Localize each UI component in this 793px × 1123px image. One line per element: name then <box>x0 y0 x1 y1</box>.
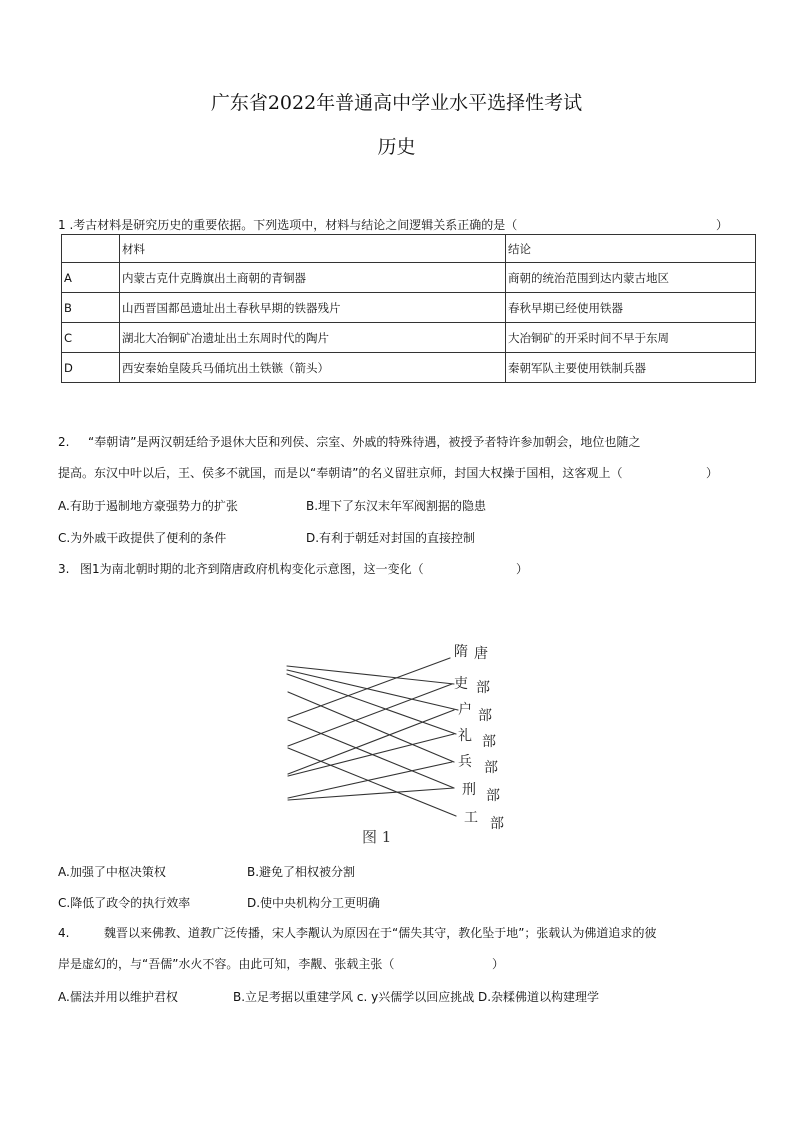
q4-stem-line2: 岸是虚幻的，与“吾儒”水火不容。由此可知，李觏、张载主张（ <box>58 957 395 971</box>
figure-label-bu: 部 <box>478 708 492 724</box>
figure-label-hu: 户 <box>458 702 472 718</box>
q4-stem-line1: 魏晋以来佛教、道教广泛传播，宋人李觏认为原因在于“儒失其守，教化坠于地”；张载认为佛道追求的彼 <box>104 926 657 940</box>
q4-paren-close: ） <box>492 957 505 971</box>
q2-number: 2. <box>58 435 70 449</box>
figure-label-tang: 唐 <box>474 646 488 662</box>
q3-option-c[interactable]: C.降低了政令的执行效率 <box>58 896 191 910</box>
table-header-cell <box>62 235 120 263</box>
hand-drawn-diagram <box>282 628 522 860</box>
q2-stem-line2: 提高。东汉中叶以后，王、侯多不就国，而是以“奉朝请”的名义留驻京师，封国大权操于国相，这客观上（ <box>58 466 623 480</box>
table-header-row <box>62 235 756 263</box>
q4-option-a[interactable]: A.儒法并用以维护君权 <box>58 990 178 1004</box>
conclusion-cell: 大冶铜矿的开采时间不早于东周 <box>506 323 756 353</box>
q2-option-b[interactable]: B.埋下了东汉末年军阀割据的隐患 <box>306 499 487 513</box>
figure-label-bu: 部 <box>486 788 500 804</box>
q2-option-c[interactable]: C.为外戚干政提供了便利的条件 <box>58 531 227 545</box>
table-row <box>62 293 756 323</box>
table-header-cell: 材料 <box>120 235 506 263</box>
figure-label-bu: 部 <box>476 680 490 696</box>
conclusion-cell: 秦朝军队主要使用铁制兵器 <box>506 353 756 383</box>
figure-label-xing: 刑 <box>462 782 476 798</box>
exam-title: 广东省2022年普通高中学业水平选择性考试 <box>210 92 583 114</box>
q2-option-d[interactable]: D.有利于朝廷对封国的直接控制 <box>306 531 476 545</box>
figure-label-li-rites: 礼 <box>458 728 472 744</box>
q2-paren-close: ） <box>706 466 719 480</box>
q3-option-b[interactable]: B.避免了相权被分割 <box>247 865 356 879</box>
q3-paren-close: ） <box>516 562 529 576</box>
q2-option-a[interactable]: A.有助于遏制地方豪强势力的扩张 <box>58 499 238 513</box>
figure-label-bu: 部 <box>490 816 504 832</box>
material-cell: 山西晋国都邑遗址出土春秋早期的铁器残片 <box>120 293 506 323</box>
exam-subject: 历史 <box>377 136 416 158</box>
figure-label-bing: 兵 <box>458 754 472 770</box>
figure-label-bu: 部 <box>482 734 496 750</box>
table-row <box>62 353 756 383</box>
option-key: C <box>62 323 120 353</box>
option-key: B <box>62 293 120 323</box>
material-cell: 内蒙古克什克腾旗出土商朝的青铜器 <box>120 263 506 293</box>
q3-option-a[interactable]: A.加强了中枢决策权 <box>58 865 166 879</box>
option-key: D <box>62 353 120 383</box>
conclusion-cell: 春秋早期已经使用铁器 <box>506 293 756 323</box>
material-cell: 湖北大冶铜矿冶遗址出土东周时代的陶片 <box>120 323 506 353</box>
q1-stem: 1 .考古材料是研究历史的重要依据。下列选项中，材料与结论之间逻辑关系正确的是（ <box>58 218 518 232</box>
table-row <box>62 323 756 353</box>
institution-change-figure <box>282 628 522 860</box>
table-row <box>62 263 756 293</box>
q2-stem-line1: “奉朝请”是两汉朝廷给予退休大臣和列侯、宗室、外戚的特殊待遇，被授予者特许参加朝会，地位也随之 <box>88 435 641 449</box>
q1-table <box>61 234 756 383</box>
figure-label-gong: 工 <box>464 810 478 826</box>
figure-label-bu: 部 <box>484 760 498 776</box>
q1-paren-close: ） <box>716 218 729 232</box>
q4-options-b-c-d[interactable]: B.立足考据以重建学风 c. y兴儒学以回应挑战 D.杂糅佛道以构建理学 <box>233 990 600 1004</box>
q4-number: 4. <box>58 926 70 940</box>
figure-caption: 图 1 <box>362 828 392 846</box>
conclusion-cell: 商朝的统治范围到达内蒙古地区 <box>506 263 756 293</box>
material-cell: 西安秦始皇陵兵马俑坑出土铁镞（箭头） <box>120 353 506 383</box>
q3-number: 3. <box>58 562 70 576</box>
q3-option-d[interactable]: D.使中央机构分工更明确 <box>247 896 381 910</box>
table-header-cell: 结论 <box>506 235 756 263</box>
q3-stem: 图1为南北朝时期的北齐到隋唐政府机构变化示意图，这一变化（ <box>80 562 424 576</box>
figure-label-li-personnel: 吏 <box>454 676 468 692</box>
option-key: A <box>62 263 120 293</box>
figure-label-sui: 隋 <box>454 644 468 660</box>
